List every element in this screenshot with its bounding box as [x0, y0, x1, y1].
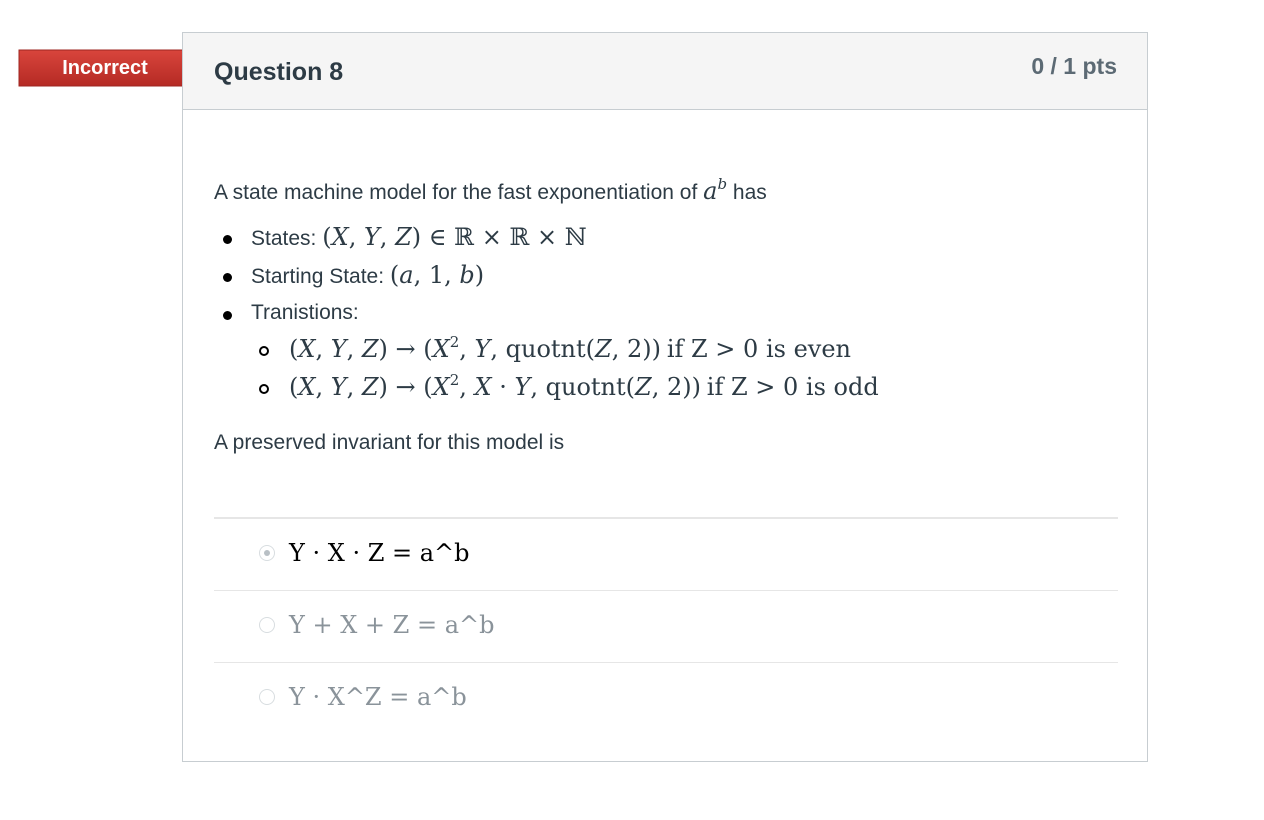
bullet-transitions — [214, 295, 1118, 407]
answer-option-1[interactable] — [214, 519, 1118, 591]
answer-option-2[interactable] — [214, 591, 1118, 663]
transition-even-text: if Z > 0 is even — [666, 335, 851, 363]
intro-suffix: has — [732, 181, 767, 204]
status-label: Incorrect — [62, 57, 148, 79]
question-intro — [214, 173, 1118, 209]
start-math: (a, 1, b) — [389, 261, 485, 289]
answer-radio-3[interactable] — [259, 689, 275, 705]
answer-radio-2[interactable] — [259, 617, 275, 633]
intro-prefix: A state machine model for the fast exponentiation of — [214, 181, 698, 204]
transition-odd — [251, 369, 1118, 407]
transition-even — [251, 331, 1118, 369]
answer-option-3[interactable] — [214, 663, 1118, 734]
answer-text-3: Y · X^Z = a^b — [289, 683, 467, 711]
transition-odd-text: if Z > 0 is odd — [706, 373, 879, 401]
question-points: 0 / 1 pts — [1031, 53, 1117, 79]
states-label: States: — [251, 227, 317, 250]
transition-even-math: (X, Y, $Z) \to (X^2$, Y, quotnt(Z, 2)) — [289, 333, 661, 363]
bullet-states — [214, 219, 1118, 257]
answer-text-2: Y + X + Z = a^b — [289, 611, 495, 639]
start-label: Starting State: — [251, 265, 385, 288]
states-math: (X, Y, Z) ∈ ℝ × ℝ × ℕ — [322, 223, 587, 251]
transition-list — [251, 331, 1118, 407]
answer-radio-1[interactable] — [259, 545, 275, 561]
answer-list — [214, 517, 1118, 734]
question-prompt: A preserved invariant for this model is — [214, 431, 565, 454]
bullet-starting-state — [214, 257, 1118, 295]
question-header — [183, 33, 1147, 110]
intro-math: $a^b$ — [703, 175, 728, 205]
question-title: Question 8 — [214, 58, 344, 86]
answer-text-1: Y · X · Z = a^b — [289, 539, 470, 567]
question-body — [214, 173, 1118, 461]
transition-odd-math: (X, Y, $Z) \to (X^2$, X · Y, quotnt(Z, 2)) — [289, 371, 701, 401]
model-bullets — [214, 219, 1118, 407]
status-flag — [17, 48, 200, 88]
transitions-label: Tranistions: — [251, 301, 359, 324]
question-card — [182, 32, 1148, 762]
